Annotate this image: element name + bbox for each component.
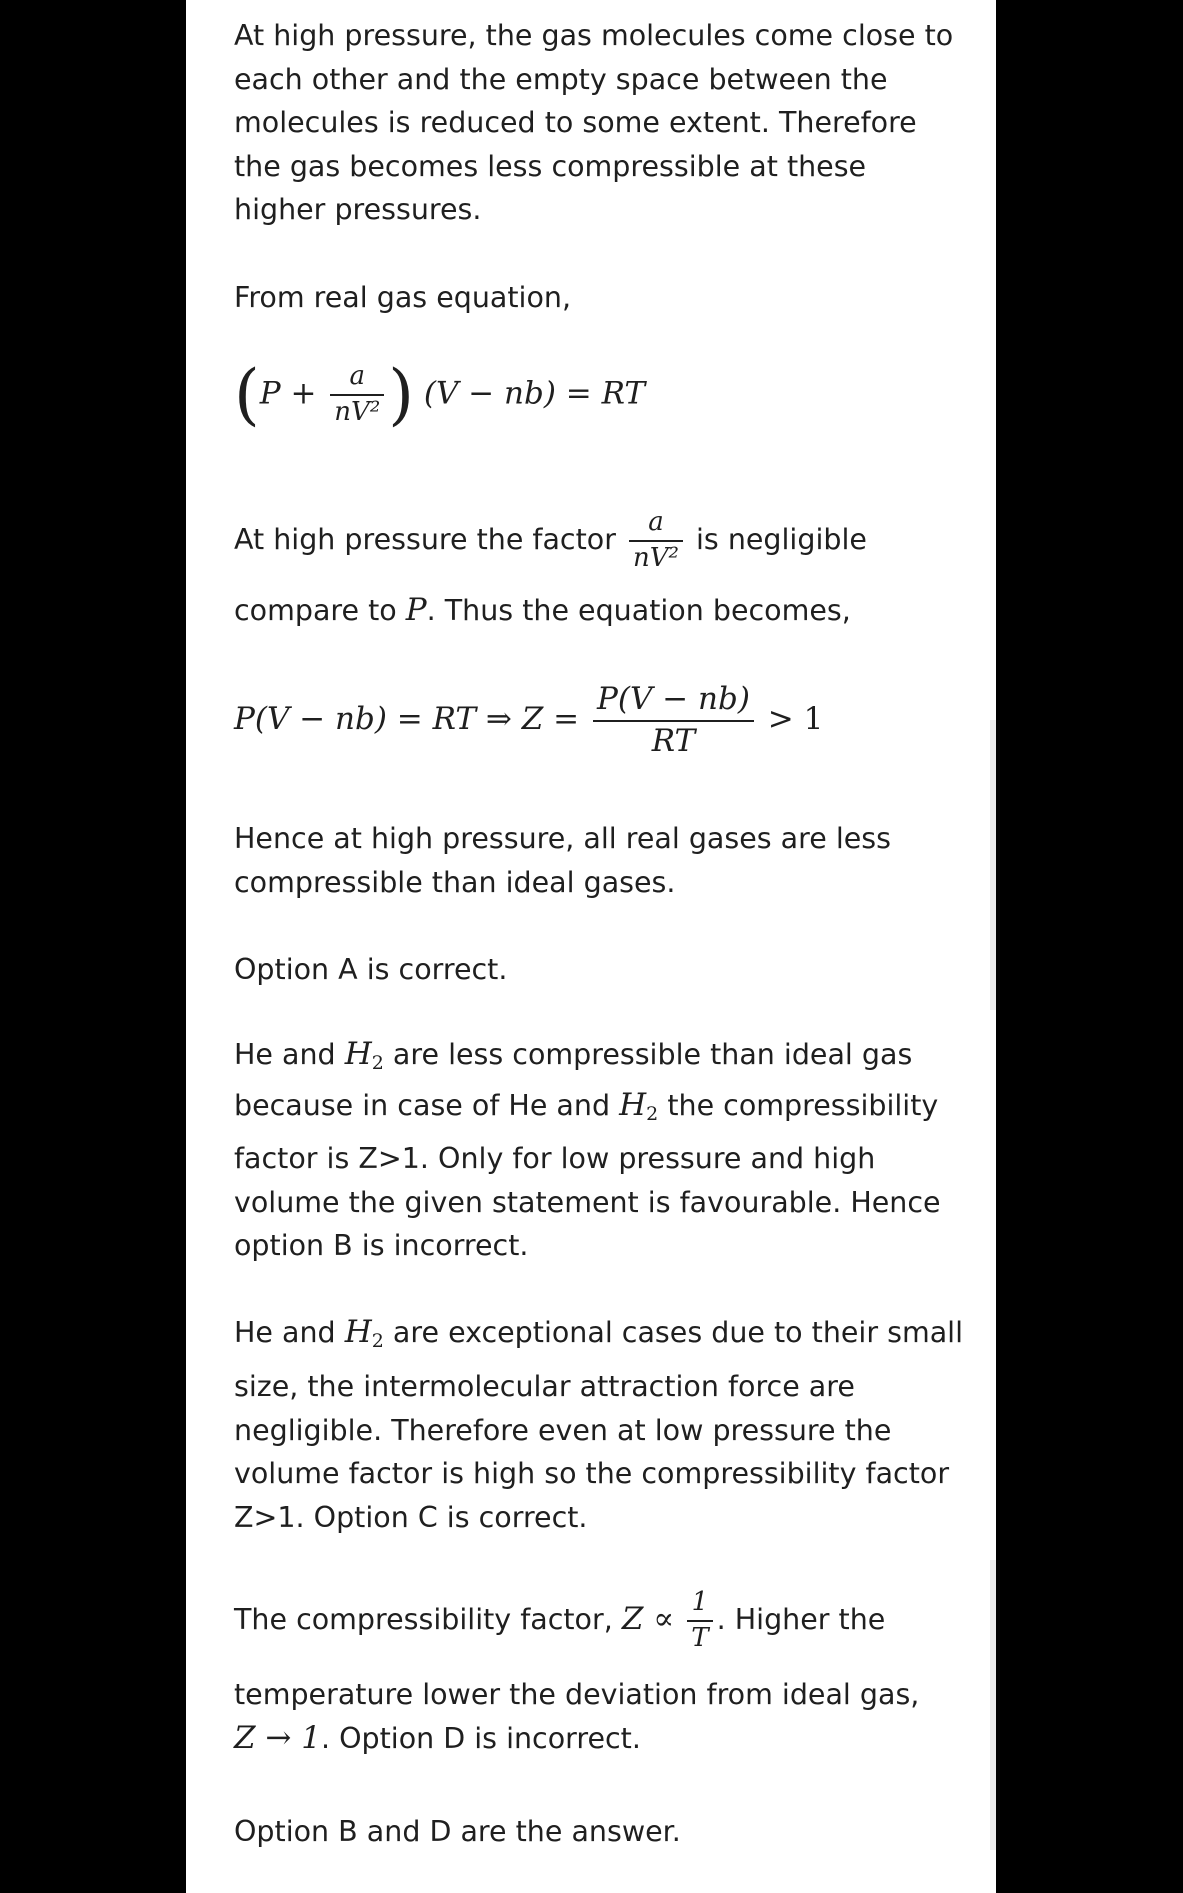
compare-line: [234, 592, 851, 628]
van-der-waals-equation: [234, 356, 646, 433]
p8-text-b: . Higher the: [716, 1602, 886, 1636]
paragraph-less-compressible: Hence at high pressure, all real gases are less compressible than ideal gases.: [234, 822, 891, 899]
eq1-fraction: [330, 362, 384, 428]
scrollbar-track-upper[interactable]: [990, 720, 996, 1010]
z-to-one-line: [234, 1720, 641, 1756]
p8-text-d: . Option D is incorrect.: [320, 1722, 641, 1755]
he-h2-line-2: [234, 1087, 938, 1125]
factor-fraction: [629, 508, 683, 574]
compare-text: compare to: [234, 594, 397, 627]
factor-denominator: nV²: [632, 542, 679, 573]
temperature-line: [234, 1588, 885, 1654]
eq1-rest: (V − nb) = RT: [423, 375, 646, 412]
p6-text-d: the compressibility: [667, 1089, 939, 1122]
eq2-fraction: [593, 682, 754, 759]
eq1-denominator: nV²: [334, 397, 381, 427]
h2-symbol: $H_2$: [344, 1314, 384, 1352]
eq1-p-plus: P +: [259, 375, 317, 412]
eq2-numerator: P(V − nb): [593, 682, 754, 722]
exceptional-line-1: [234, 1314, 963, 1352]
paragraph-option-a: Option A is correct.: [234, 953, 508, 986]
p6-text-b: are less compressible than ideal gas: [392, 1038, 913, 1071]
one-over-t-fraction: [687, 1588, 712, 1654]
symbol-p: P: [405, 592, 427, 628]
he-h2-line-1: [234, 1036, 912, 1074]
close-paren: ): [388, 356, 414, 433]
scrollbar-track-lower[interactable]: [990, 1560, 996, 1850]
paragraph-option-c: size, the intermolecular attraction force are negligible. Therefore even at low pressure the volume factor is high so the compressibility factor Z>1. Option C is correct.: [234, 1370, 950, 1534]
frac-numerator: 1: [687, 1588, 712, 1622]
paragraph-real-gas-intro: From real gas equation,: [234, 281, 572, 314]
p7-text-a: He and: [234, 1316, 336, 1349]
factor-numerator: a: [629, 508, 683, 542]
paragraph-high-pressure: At high pressure, the gas molecules come close to each other and the empty space between the molecules is reduced to some extent. Therefore the gas becomes less compressible at these higher pressures.: [234, 19, 954, 226]
factor-line: [234, 508, 867, 574]
compressibility-equation: [234, 682, 823, 759]
p6-text-a: He and: [234, 1038, 336, 1071]
open-paren: (: [234, 356, 260, 433]
paragraph-temperature: temperature lower the deviation from ideal gas,: [234, 1678, 920, 1711]
compare-text-end: . Thus the equation becomes,: [426, 594, 851, 627]
paragraph-option-b: factor is Z>1. Only for low pressure and high volume the given statement is favourable. Hence option B is incorrect.: [234, 1142, 941, 1262]
eq2-left: P(V − nb) = RT ⇒ Z =: [234, 701, 580, 738]
eq1-numerator: a: [330, 362, 384, 396]
h2-symbol: $H_2$: [344, 1036, 384, 1074]
p8-text-a: The compressibility factor,: [234, 1602, 613, 1636]
h2-symbol: $H_2$: [619, 1087, 659, 1125]
p7-text-b: are exceptional cases due to their small: [392, 1316, 964, 1349]
eq2-denominator: RT: [651, 722, 696, 759]
z-proportional: Z ∝: [621, 1600, 675, 1637]
factor-text-a: At high pressure the factor: [234, 522, 616, 556]
frac-denominator: T: [691, 1622, 709, 1653]
paragraph-answer: Option B and D are the answer.: [234, 1815, 681, 1848]
eq2-right: > 1: [767, 701, 824, 738]
factor-text-b: is negligible: [696, 522, 867, 556]
z-to-one: Z → 1: [234, 1720, 321, 1756]
p6-text-c: because in case of He and: [234, 1089, 611, 1122]
